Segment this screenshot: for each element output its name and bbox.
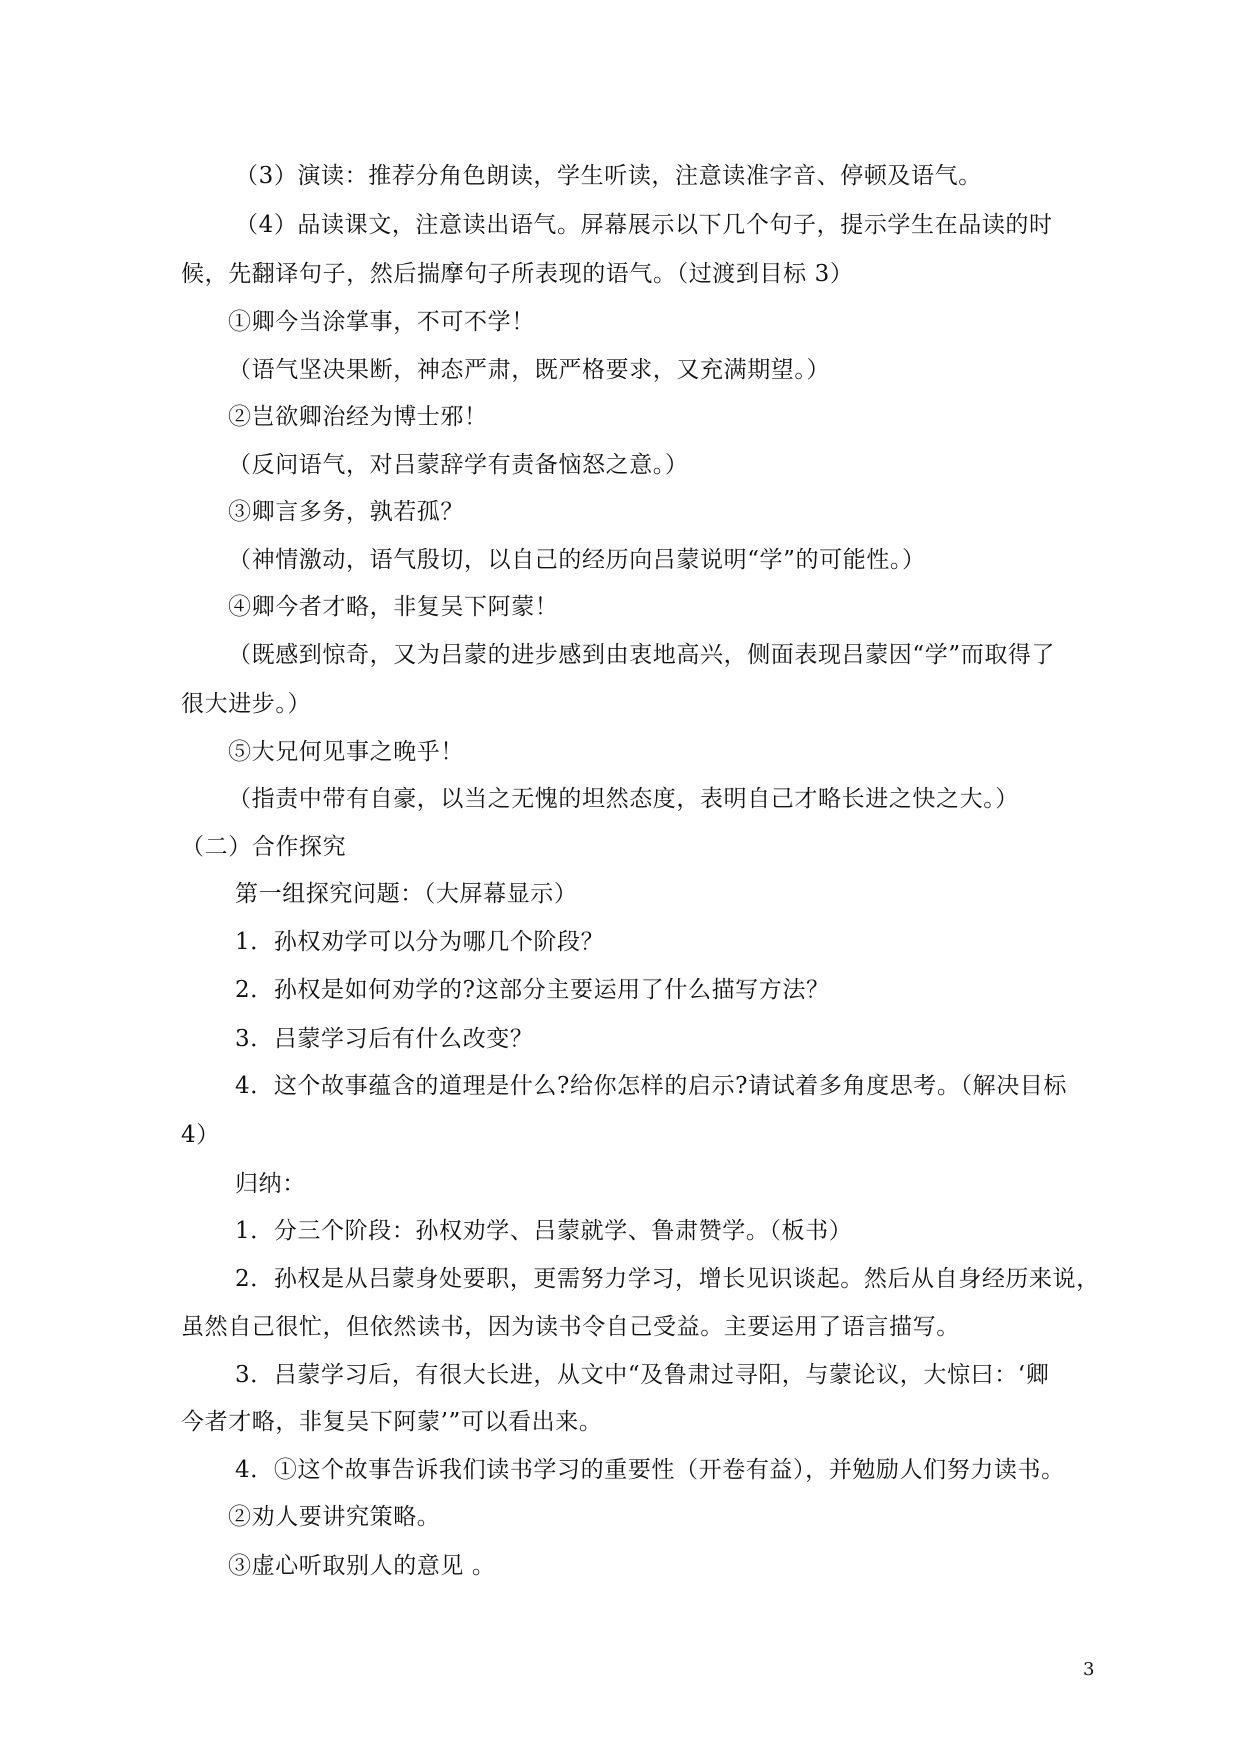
answer-1: 1．分三个阶段：孙权劝学、吕蒙就学、鲁肃赞学。（板书） <box>235 1218 853 1244</box>
note-1: （语气坚决果断，神态严肃，既严格要求，又充满期望。） <box>228 357 831 383</box>
note-5: （指责中带有自豪，以当之无愧的坦然态度，表明自己才略长进之快之大。） <box>228 786 1019 812</box>
para-savoring-text: （4）品读课文，注意读出语气。屏幕展示以下几个句子，提示学生在品读的时 <box>235 212 1053 238</box>
question-3: 3．吕蒙学习后有什么改变？ <box>235 1026 534 1052</box>
question-4: 4．这个故事蕴含的道理是什么?给你怎样的启示?请试着多角度思考。（解决目标 <box>235 1073 1067 1099</box>
note-3: （神情激动，语气殷切，以自己的经历向吕蒙说明“学”的可能性。） <box>228 547 926 573</box>
para-savoring-text-cont: 候，先翻译句子，然后揣摩句子所表现的语气。（过渡到目标 3） <box>181 261 854 287</box>
group-one-questions-title: 第一组探究问题：（大屏幕显示） <box>235 881 578 907</box>
quote-3: ③卿言多务，孰若孤？ <box>228 499 464 525</box>
quote-2: ②岂欲卿治经为博士邪！ <box>228 404 488 430</box>
section-heading-cooperation: （二）合作探究 <box>181 834 347 860</box>
quote-1: ①卿今当涂掌事，不可不学！ <box>228 309 535 335</box>
answer-3-cont: 今者才略，非复吴下阿蒙’”可以看出来。 <box>181 1409 603 1435</box>
answer-4: 4．①这个故事告诉我们读书学习的重要性（开卷有益），并勉励人们努力读书。 <box>235 1457 1065 1483</box>
question-4-cont: 4） <box>181 1122 220 1148</box>
answer-4-point-2: ②劝人要讲究策略。 <box>228 1504 441 1530</box>
quote-5: ⑤大兄何见事之晚乎！ <box>228 739 464 765</box>
para-reading-aloud: （3）演读：推荐分角色朗读，学生听读，注意读准字音、停顿及语气。 <box>235 163 982 189</box>
question-1: 1．孙权劝学可以分为哪几个阶段？ <box>235 929 605 955</box>
note-4-cont: 很大进步。） <box>181 691 312 717</box>
answer-4-point-3: ③虚心听取别人的意见 。 <box>228 1553 496 1579</box>
page-number: 3 <box>1083 1659 1095 1680</box>
note-4: （既感到惊奇，又为吕蒙的进步感到由衷地高兴，侧面表现吕蒙因“学”而取得了 <box>228 642 1056 668</box>
quote-4: ④卿今者才略，非复吴下阿蒙！ <box>228 594 559 620</box>
summary-label: 归纳： <box>235 1171 306 1197</box>
question-2: 2．孙权是如何劝学的?这部分主要运用了什么描写方法？ <box>235 977 830 1003</box>
answer-2: 2．孙权是从吕蒙身处要职，更需努力学习，增长见识谈起。然后从自身经历来说， <box>235 1266 1100 1292</box>
answer-2-cont: 虽然自己很忙，但依然读书，因为读书令自己受益。主要运用了语言描写。 <box>181 1314 960 1340</box>
note-2: （反问语气，对吕蒙辞学有责备恼怒之意。） <box>228 452 689 478</box>
answer-3: 3．吕蒙学习后，有很大长进，从文中“及鲁肃过寻阳，与蒙论议，大惊曰：‘卿 <box>235 1362 1050 1388</box>
